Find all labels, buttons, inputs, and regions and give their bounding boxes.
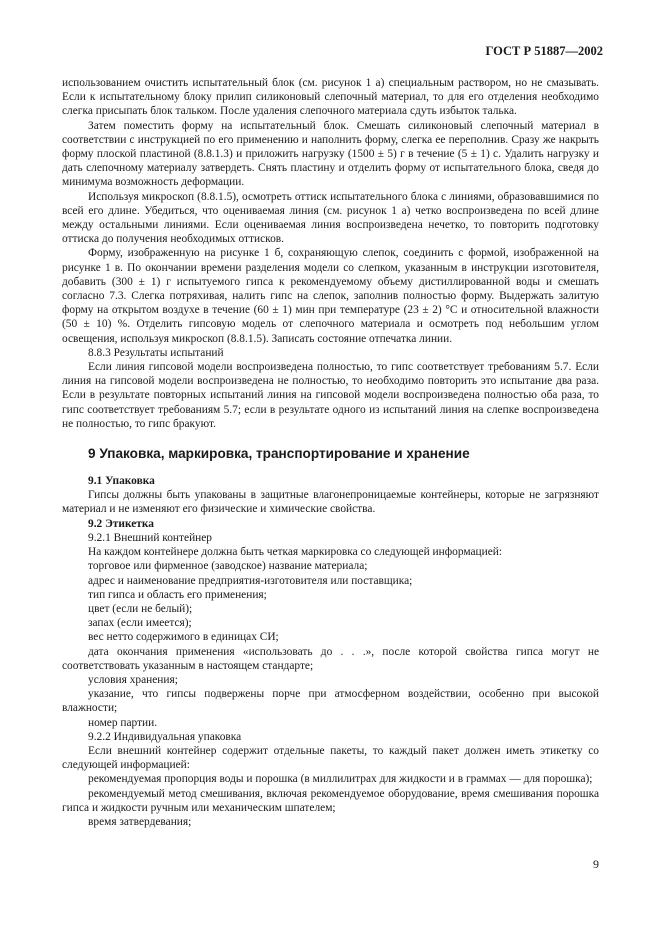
- paragraph: Затем поместить форму на испытательный блок. Смешать силиконовый слепочный материал в соответствии с инструкцией по его применению и наполнить форму, слегка ее переполнив. Сразу же накрыть форму плоской пластиной (8.8.1.3) и приложить нагрузку (1500 ± 5) г в течение (5 ± 1) с. Удалить нагрузку и дать слепочному материалу затвердеть. Снять пластину и отделить форму от испытательного блока, сведя до минимума возможность деформации.: [62, 119, 599, 189]
- list-item: условия хранения;: [88, 673, 178, 686]
- section-heading: 9 Упаковка, маркировка, транспортирование и хранение: [88, 446, 470, 462]
- paragraph: Если линия гипсовой модели воспроизведена полностью, то гипс соответствует требованиям 5.7. Если линия на гипсовой модели воспроизведена не полностью, то необходимо повторить это испытание два раза. Если в результате повторных испытаний линия на гипсовой модели воспроизведена полностью оба раза, то гипс соответствует требованиям 5.7; если в результате одного из испытаний линия на слепке воспроизведена не полностью, то гипс бракуют.: [62, 361, 599, 430]
- paragraph: Если внешний контейнер содержит отдельные пакеты, то каждый пакет должен иметь этикетку со следующей информацией:: [62, 744, 599, 772]
- list-item: цвет (если не белый);: [88, 602, 193, 615]
- list-item: рекомендуемый метод смешивания, включая рекомендуемое оборудование, время смешивания порошка гипса и жидкости ручным или механическим шпателем;: [62, 787, 599, 814]
- paragraph: Форму, изображенную на рисунке 1 б, сохраняющую слепок, соединить с формой, изображенной на рисунке 1 в. По окончании времени разделения модели со слепком, указанным в инструкции изготовителя, добавить (300 ± 1) г испытуемого гипса к рекомендуемому объему дистиллированной воды и смешать согласно 7.3. Слегка потряхивая, налить гипс на слепок, заполнив полностью форму. Выдержать залитую форму на открытом воздухе в течение (60 ± 1) мин при температуре (23 ± 2) °С и относительной влажности (50 ± 10) %. Отделить гипсовую модель от слепочного материала и осмотреть под небольшим углом освещения, используя микроскоп (8.8.1.5). Записать состояние отпечатка линии.: [62, 247, 599, 345]
- subsection-heading: 9.2.2 Индивидуальная упаковка: [88, 730, 242, 743]
- list-item: запах (если имеется);: [88, 617, 192, 630]
- subsection-heading: 8.8.3 Результаты испытаний: [88, 346, 224, 359]
- subsection-heading: 9.1 Упаковка: [88, 475, 155, 488]
- list-item: адрес и наименование предприятия-изготовителя или поставщика;: [88, 574, 413, 587]
- list-item: рекомендуемая пропорция воды и порошка (в миллилитрах для жидкости и в граммах — для порошка);: [88, 773, 593, 786]
- paragraph: Гипсы должны быть упакованы в защитные влагонепроницаемые контейнеры, которые не загрязняют материал и не изменяют его физические и химические свойства.: [62, 489, 599, 516]
- subsection-heading: 9.2 Этикетка: [88, 517, 154, 530]
- paragraph: На каждом контейнере должна быть четкая маркировка со следующей информацией:: [88, 546, 503, 559]
- paragraph: использованием очистить испытательный блок (см. рисунок 1 а) специальным раствором, но не смазывать. Если к испытательному блоку прилип силиконовый слепочный материал, то для его отделения необходимо слегка присыпать блок тальком. После удаления слепочного материала сдуть избыток талька.: [62, 77, 599, 118]
- list-item: дата окончания применения «использовать до . . .», после которой свойства гипса могут не соответствовать указанным в настоящем стандарте;: [62, 645, 599, 672]
- standard-header: ГОСТ Р 51887—2002: [485, 44, 603, 58]
- subsection-heading: 9.2.1 Внешний контейнер: [88, 531, 213, 544]
- list-item: вес нетто содержимого в единицах СИ;: [88, 631, 279, 644]
- list-item: время затвердевания;: [88, 815, 192, 828]
- list-item: тип гипса и область его применения;: [88, 588, 267, 601]
- list-item: указание, что гипсы подвержены порче при атмосферном воздействии, особенно при высокой влажности;: [62, 688, 599, 715]
- list-item: номер партии.: [88, 716, 158, 729]
- page-content: [62, 76, 599, 829]
- paragraph: Используя микроскоп (8.8.1.5), осмотреть оттиск испытательного блока с линиями, образовавшимися по всей его длине. Убедиться, что оцениваемая линия (см. рисунок 1 а) четко воспроизведена по всей длине между остальными линиями. Если оцениваемая линия воспроизведена нечетко, то повторить подготовку оттиска до получения необходимых оттисков.: [62, 190, 599, 246]
- list-item: торговое или фирменное (заводское) название материала;: [88, 560, 368, 573]
- page-number: 9: [593, 857, 599, 871]
